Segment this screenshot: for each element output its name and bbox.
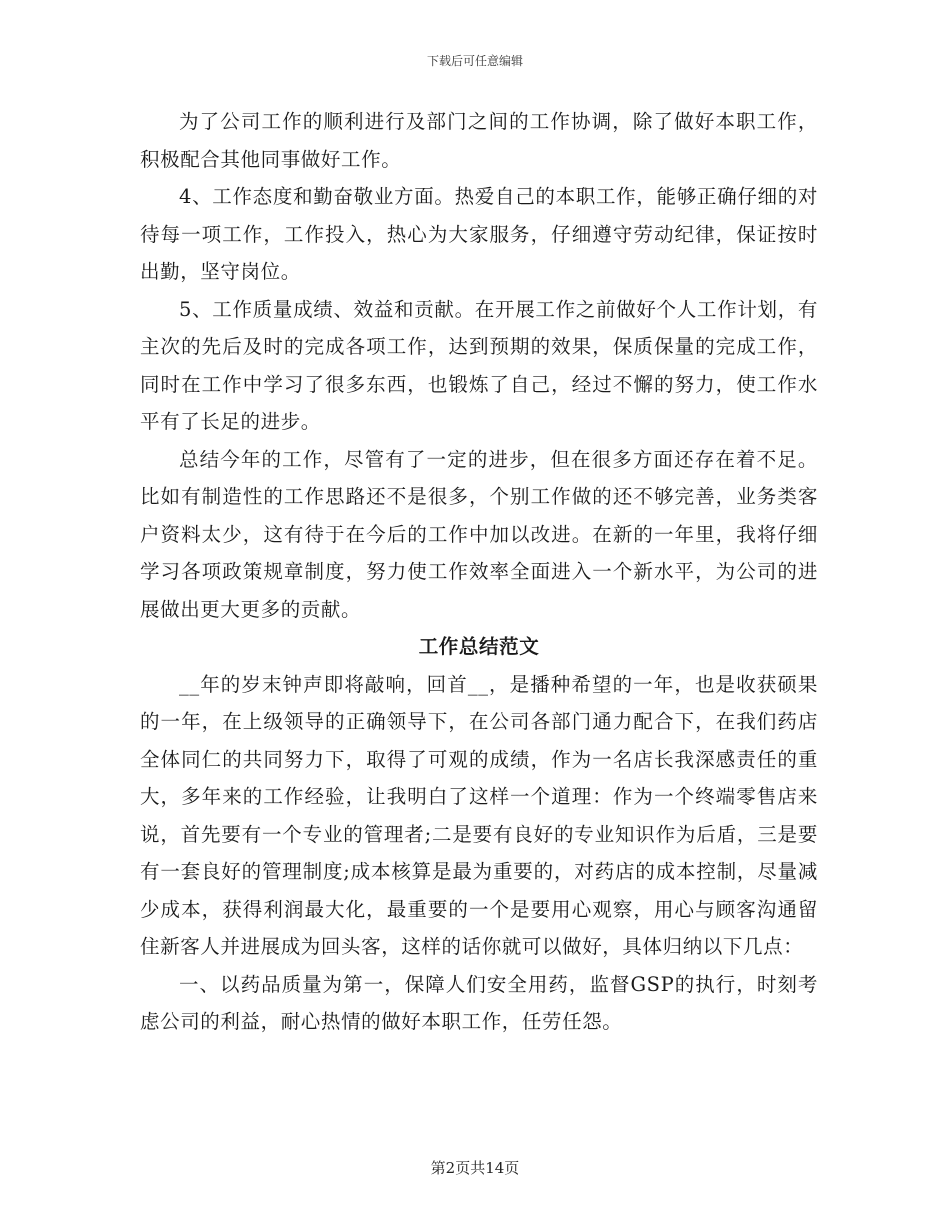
document-body <box>140 103 818 1041</box>
section-title: 工作总结范文 <box>418 635 540 658</box>
paragraph-4: 总结今年的工作，尽管有了一定的进步，但在很多方面还存在着不足。比如有制造性的工作思路还不是很多，个别工作做的还不够完善，业务类客户资料太少，这有待于在今后的工作中加以改进。在新的一年里，我将仔细学习各项政策规章制度，努力使工作效率全面进入一个新水平，为公司的进展做出更大更多的贡献。 <box>140 447 818 621</box>
page-footer: 第2页共14页 <box>430 1159 520 1177</box>
paragraph-2: 4、工作态度和勤奋敬业方面。热爱自己的本职工作，能够正确仔细的对待每一项工作，工作投入，热心为大家服务，仔细遵守劳动纪律，保证按时出勤，坚守岗位。 <box>140 185 818 283</box>
page-header: 下载后可任意编辑 <box>426 54 523 68</box>
section-paragraph-1: __年的岁末钟声即将敲响，回首__，是播种希望的一年，也是收获硕果的一年，在上级领导的正确领导下，在公司各部门通力配合下，在我们药店全体同仁的共同努力下，取得了可观的成绩，作为一名店长我深感责任的重大，多年来的工作经验，让我明白了这样一个道理：作为一个终端零售店来说，首先要有一个专业的管理者;二是要有良好的专业知识作为后盾，三是要有一套良好的管理制度;成本核算是最为重要的，对药店的成本控制，尽量减少成本，获得利润最大化，最重要的一个是要用心观察，用心与顾客沟通留住新客人并进展成为回头客，这样的话你就可以做好，具体归纳以下几点： <box>140 672 818 958</box>
section-paragraph-2: 一、以药品质量为第一，保障人们安全用药，监督GSP的执行，时刻考虑公司的利益，耐心热情的做好本职工作，任劳任怨。 <box>140 972 818 1033</box>
paragraph-1: 为了公司工作的顺利进行及部门之间的工作协调，除了做好本职工作，积极配合其他同事做好工作。 <box>140 110 818 171</box>
paragraph-3: 5、工作质量成绩、效益和贡献。在开展工作之前做好个人工作计划，有主次的先后及时的完成各项工作，达到预期的效果，保质保量的完成工作，同时在工作中学习了很多东西，也锻炼了自己，经过不懈的努力，使工作水平有了长足的进步。 <box>140 297 818 433</box>
